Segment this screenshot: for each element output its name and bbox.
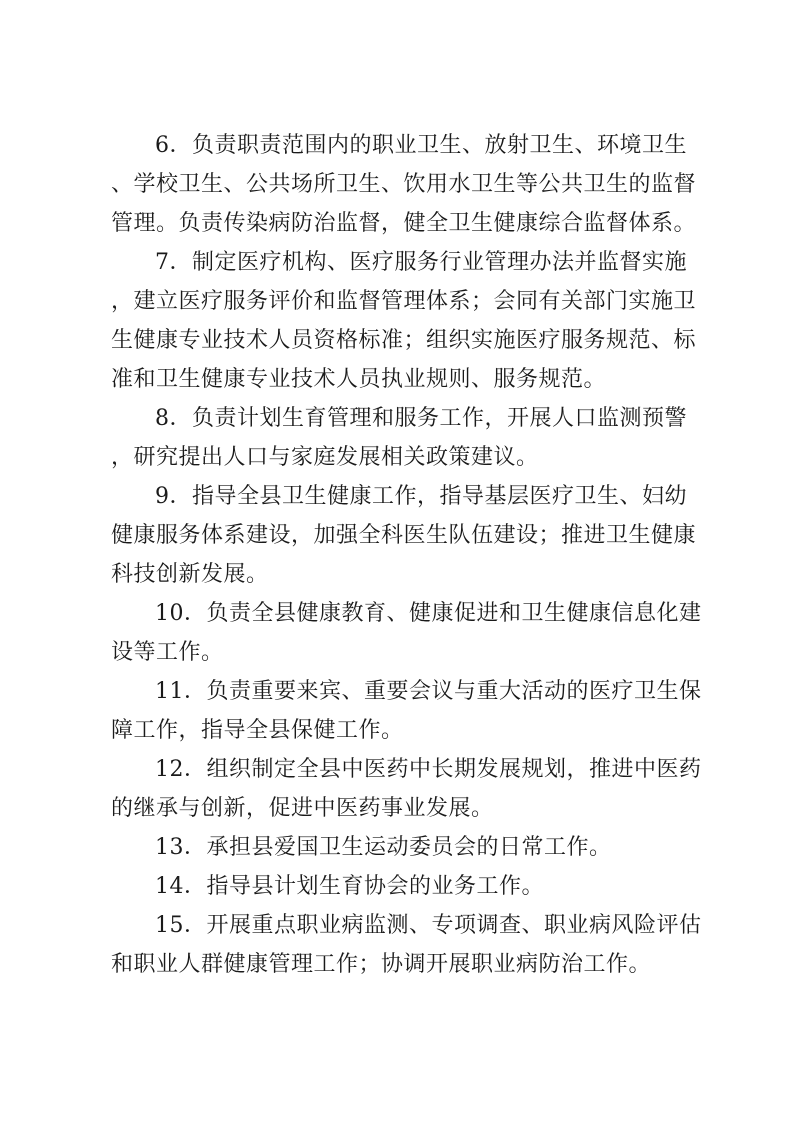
paragraph-item-6: 6．负责职责范围内的职业卫生、放射卫生、环境卫生、学校卫生、公共场所卫生、饮用水卫生等公共卫生的监督管理。负责传染病防治监督，健全卫生健康综合监督体系。 (111, 133, 697, 236)
paragraph-item-15: 15．开展重点职业病监测、专项调查、职业病风险评估和职业人群健康管理工作；协调开展职业病防治工作。 (111, 913, 702, 977)
paragraph-item-12: 12．组织制定全县中医药中长期发展规划，推进中医药的继承与创新，促进中医药事业发展。 (111, 757, 702, 821)
paragraph-item-9: 9．指导全县卫生健康工作，指导基层医疗卫生、妇幼健康服务体系建设，加强全科医生队伍建设；推进卫生健康科技创新发展。 (111, 484, 697, 587)
paragraph-item-10: 10．负责全县健康教育、健康促进和卫生健康信息化建设等工作。 (111, 601, 702, 665)
body-text (111, 126, 705, 984)
paragraph-item-13: 13．承担县爱国卫生运动委员会的日常工作。 (155, 835, 612, 860)
paragraph-item-14: 14．指导县计划生育协会的业务工作。 (155, 874, 544, 899)
paragraph-item-8: 8．负责计划生育管理和服务工作，开展人口监测预警，研究提出人口与家庭发展相关政策建议。 (111, 406, 687, 470)
paragraph-item-7: 7．制定医疗机构、医疗服务行业管理办法并监督实施，建立医疗服务评价和监督管理体系；会同有关部门实施卫生健康专业技术人员资格标准；组织实施医疗服务规范、标准和卫生健康专业技术人员执业规则、服务规范。 (111, 250, 697, 392)
paragraph-item-11: 11．负责重要来宾、重要会议与重大活动的医疗卫生保障工作，指导全县保健工作。 (111, 679, 702, 743)
